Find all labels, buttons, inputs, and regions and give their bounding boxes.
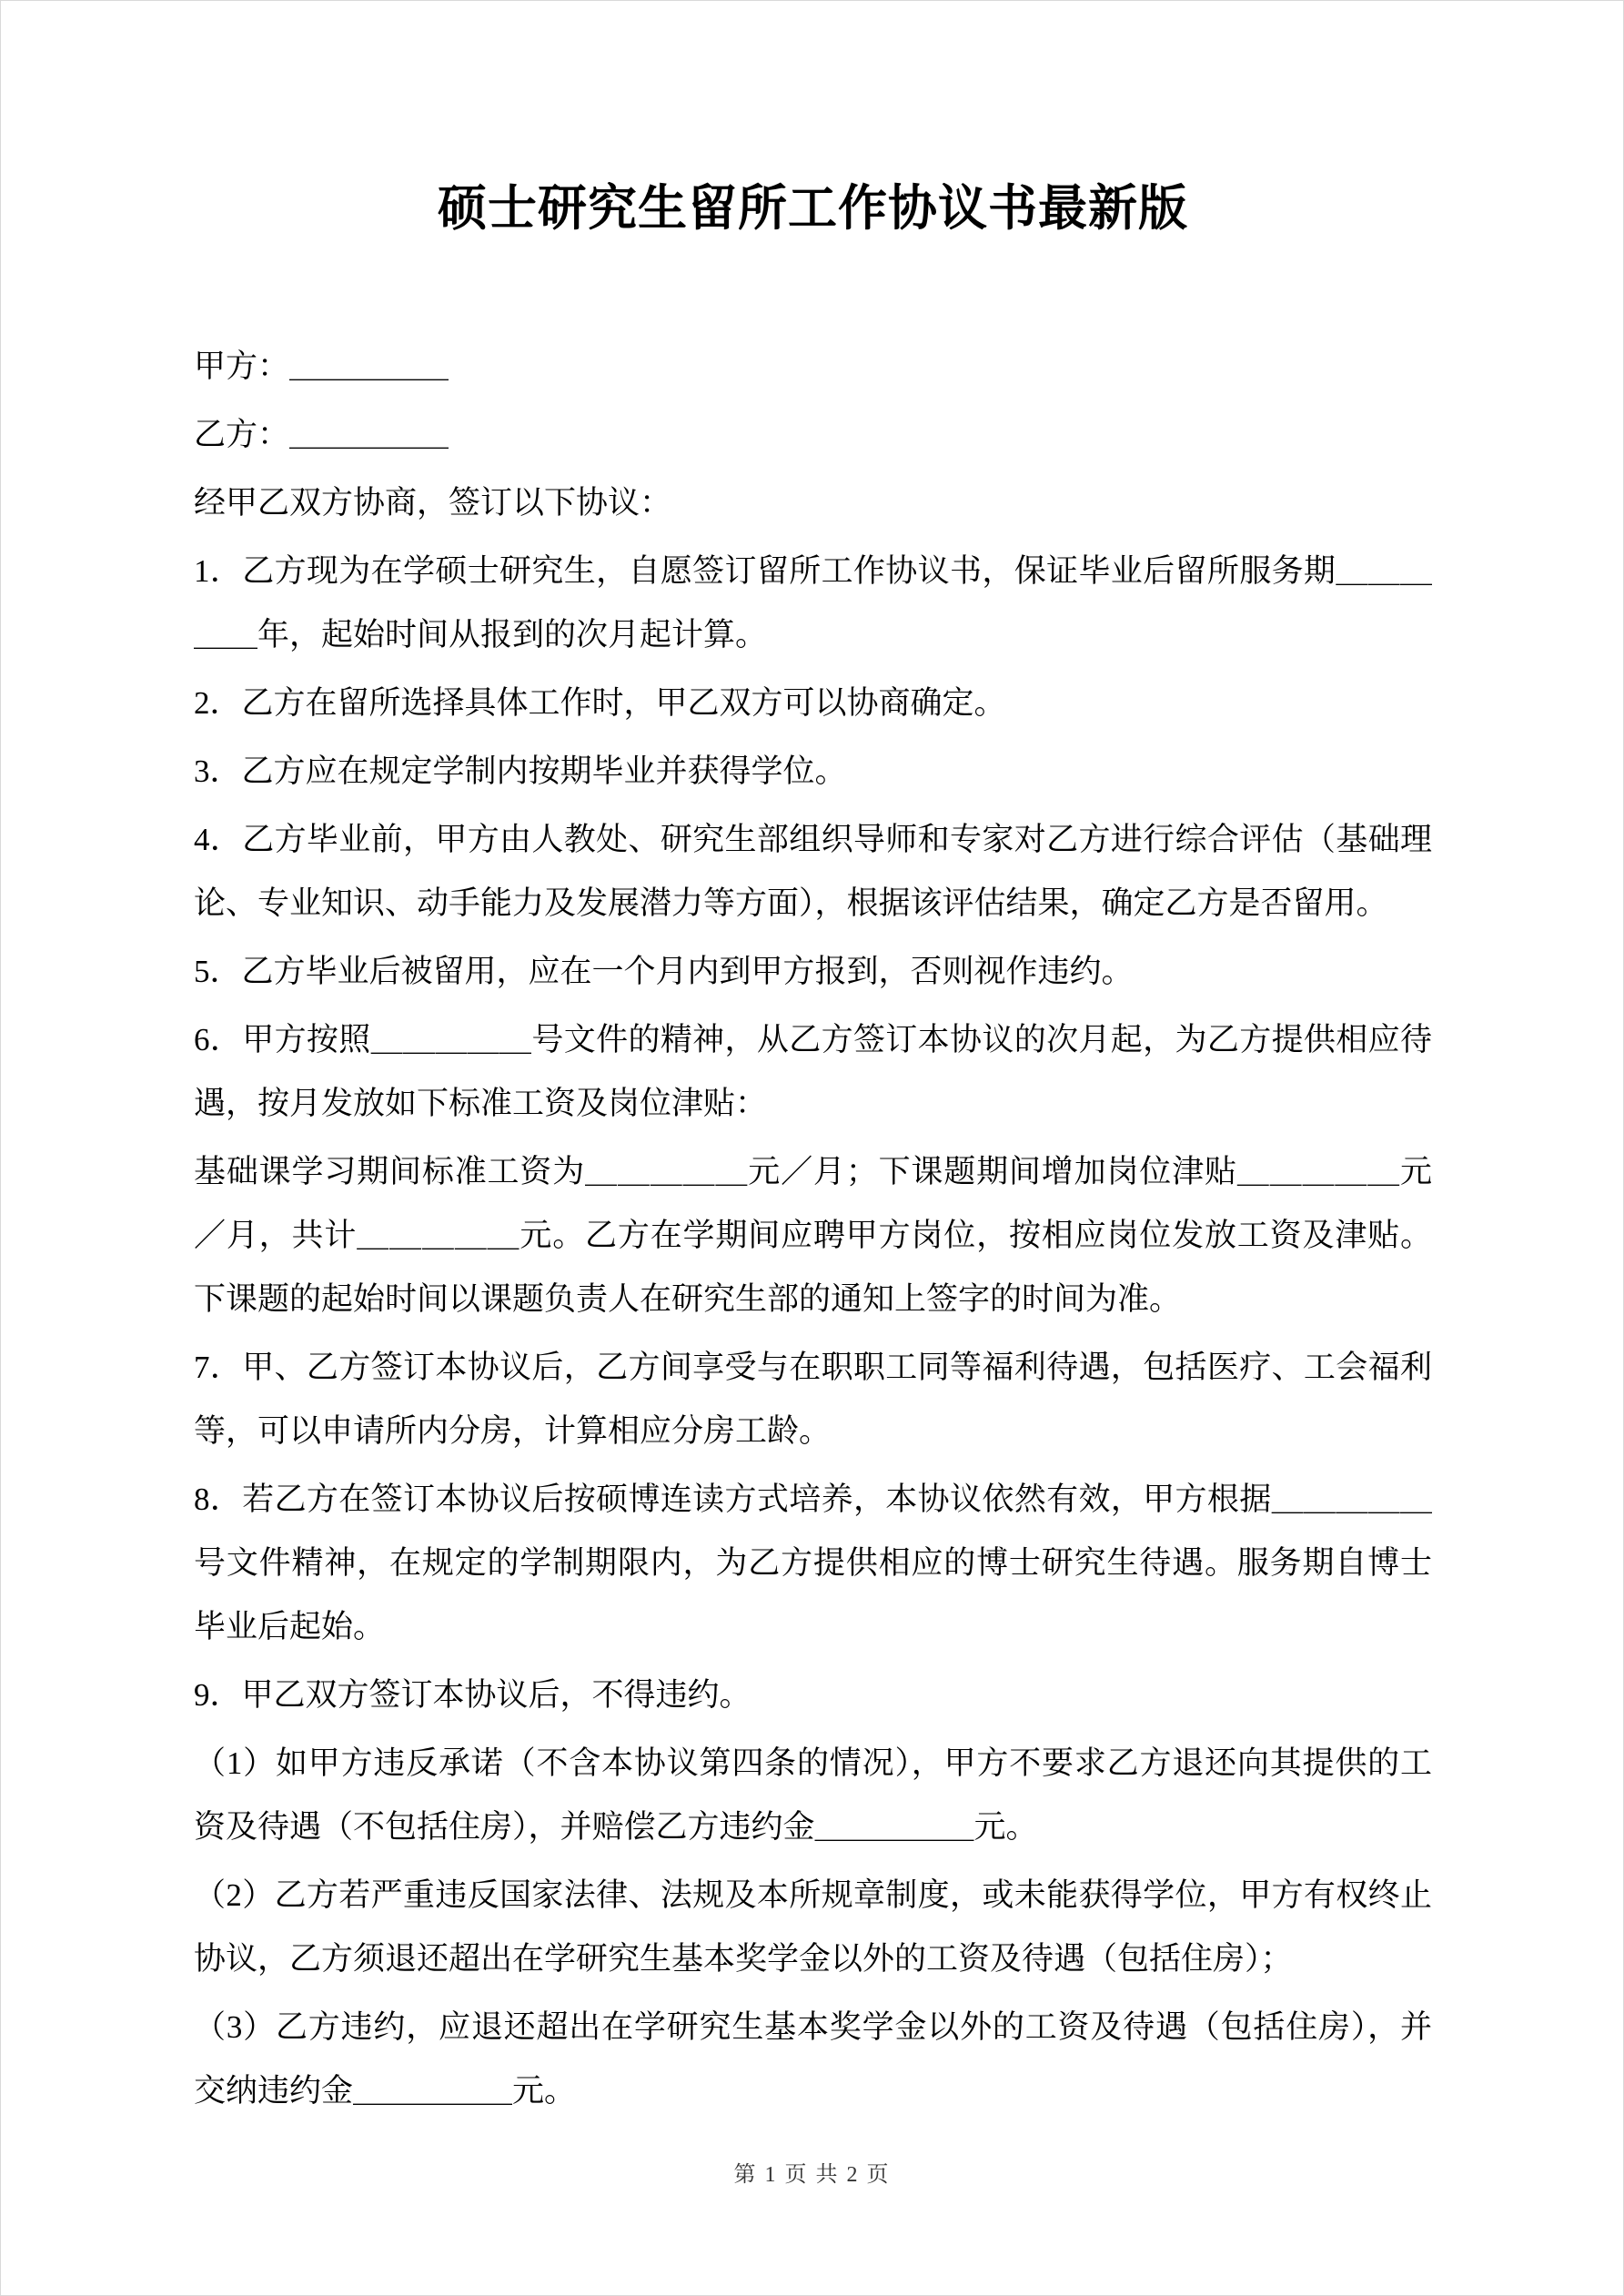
document-body xyxy=(194,335,1432,2123)
page-number-footer: 第 1 页 共 2 页 xyxy=(733,2163,891,2187)
paragraph-clause-3: 3．乙方应在规定学制内按期毕业并获得学位。 xyxy=(194,754,847,789)
paragraph-clause-6-detail: 基础课学习期间标准工资为＿＿＿＿＿元／月；下课题期间增加岗位津贴＿＿＿＿＿元／月，共计＿＿＿＿＿元。乙方在学期间应聘甲方岗位，按相应岗位发放工资及津贴。下课题的起始时间以课题负责人在研究生部的通知上签字的时间为准。 xyxy=(194,1154,1432,1317)
paragraph-clause-6: 6．甲方按照＿＿＿＿＿号文件的精神，从乙方签订本协议的次月起，为乙方提供相应待遇，按月发放如下标准工资及岗位津贴： xyxy=(194,1022,1432,1121)
paragraph-party-b: 乙方：＿＿＿＿＿ xyxy=(194,417,449,452)
paragraph-clause-7: 7．甲、乙方签订本协议后，乙方间享受与在职职工同等福利待遇，包括医疗、工会福利等，可以申请所内分房，计算相应分房工龄。 xyxy=(194,1350,1432,1449)
paragraph-clause-9-sub1: （1）如甲方违反承诺（不含本协议第四条的情况），甲方不要求乙方退还向其提供的工资及待遇（不包括住房），并赔偿乙方违约金＿＿＿＿＿元。 xyxy=(194,1745,1432,1845)
paragraph-clause-5: 5．乙方毕业后被留用，应在一个月内到甲方报到，否则视作违约。 xyxy=(194,954,1134,989)
paragraph-clause-8: 8．若乙方在签订本协议后按硕博连读方式培养，本协议依然有效，甲方根据＿＿＿＿＿号文件精神，在规定的学制期限内，为乙方提供相应的博士研究生待遇。服务期自博士毕业后起始。 xyxy=(194,1482,1432,1644)
paragraph-clause-9-sub3: （3）乙方违约，应退还超出在学研究生基本奖学金以外的工资及待遇（包括住房），并交纳违约金＿＿＿＿＿元。 xyxy=(194,2009,1432,2109)
paragraph-clause-4: 4．乙方毕业前，甲方由人教处、研究生部组织导师和专家对乙方进行综合评估（基础理论、专业知识、动手能力及发展潜力等方面），根据该评估结果，确定乙方是否留用。 xyxy=(194,822,1432,921)
paragraph-clause-2: 2．乙方在留所选择具体工作时，甲乙双方可以协商确定。 xyxy=(194,685,1006,721)
paragraph-clause-9: 9．甲乙双方签订本协议后，不得违约。 xyxy=(194,1677,751,1713)
paragraph-clause-1: 1．乙方现为在学硕士研究生，自愿签订留所工作协议书，保证毕业后留所服务期＿＿＿＿＿年，起始时间从报到的次月起计算。 xyxy=(194,553,1432,652)
paragraph-clause-9-sub2: （2）乙方若严重违反国家法律、法规及本所规章制度，或未能获得学位，甲方有权终止协议，乙方须退还超出在学研究生基本奖学金以外的工资及待遇（包括住房）； xyxy=(194,1877,1432,1977)
paragraph-intro: 经甲乙双方协商，签订以下协议： xyxy=(194,485,672,521)
document-title: 硕士研究生留所工作协议书最新版 xyxy=(438,181,1188,236)
paragraph-party-a: 甲方：＿＿＿＿＿ xyxy=(194,349,449,384)
